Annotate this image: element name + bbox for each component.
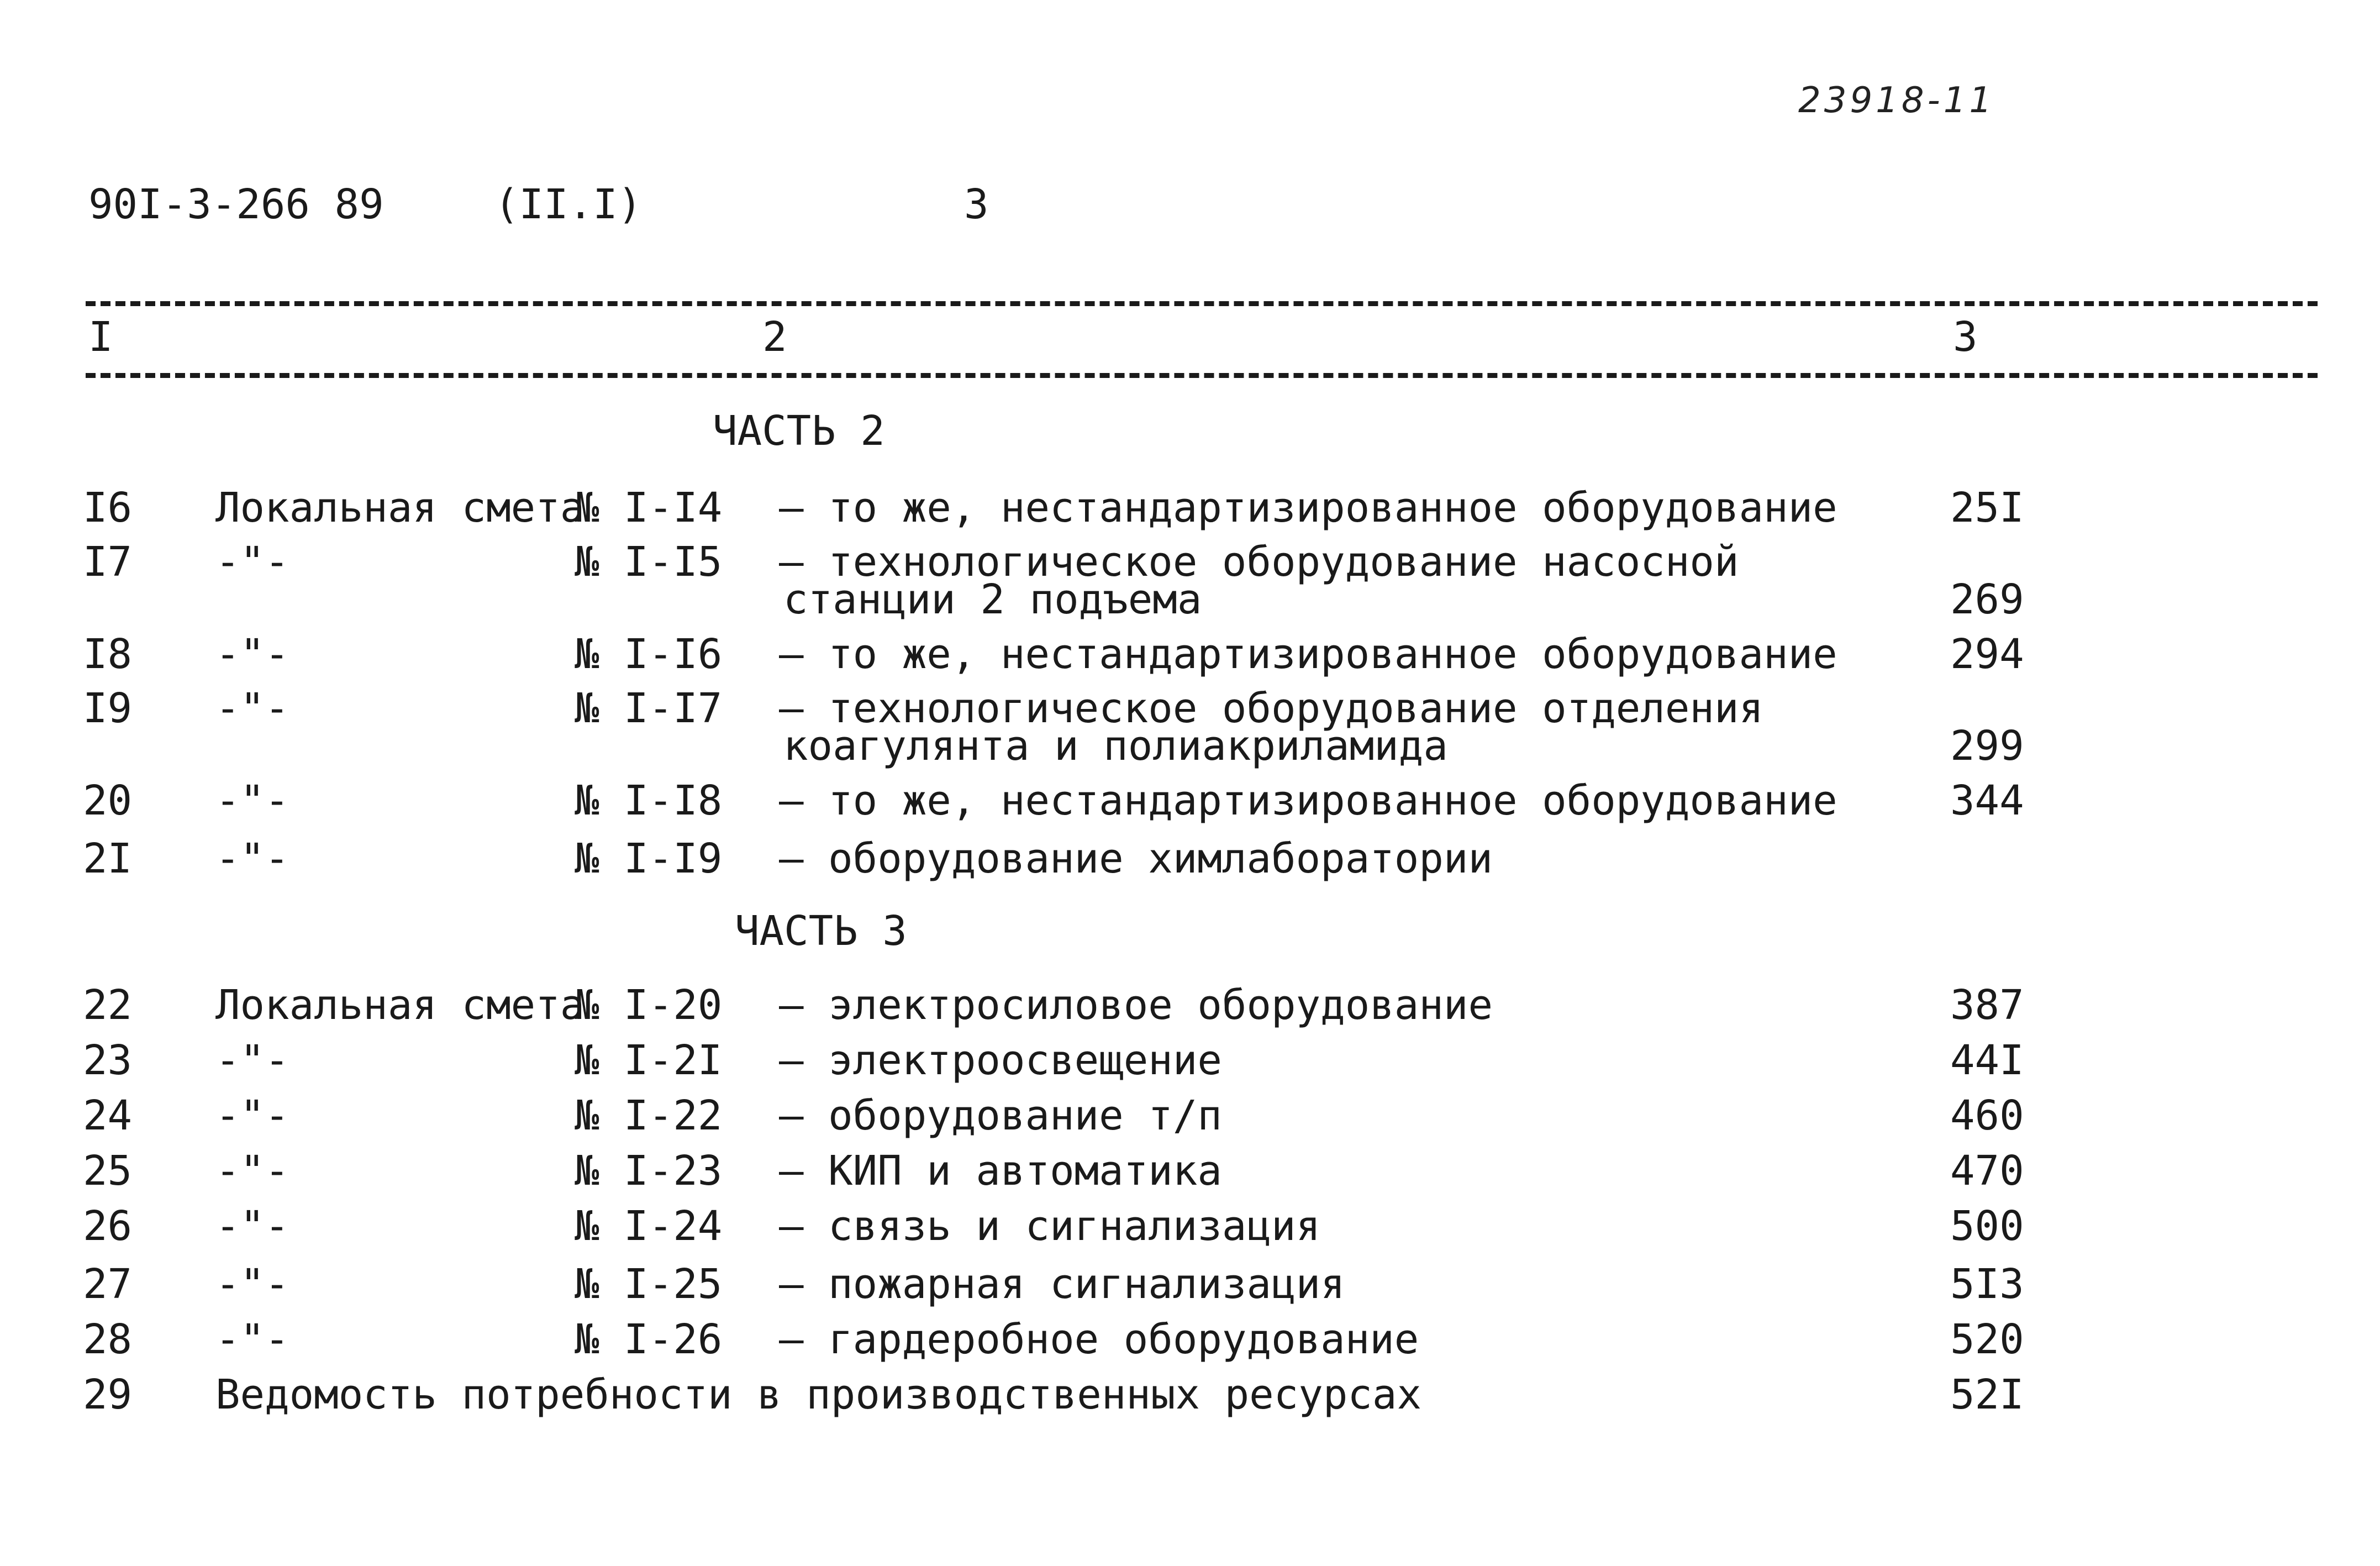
item-number: 2I — [83, 835, 133, 882]
item-number: 28 — [83, 1316, 133, 1363]
item-ref: № I-22 — [575, 1092, 723, 1139]
item-page: 460 — [1950, 1092, 2024, 1139]
item-kind: -"- — [215, 777, 289, 824]
column-header-2: 2 — [762, 313, 787, 361]
column-header-1: I — [88, 313, 113, 361]
item-page: 520 — [1950, 1316, 2024, 1363]
item-ref: № I-I7 — [575, 685, 723, 732]
dashed-rule-top — [86, 301, 2318, 306]
item-page: 25I — [1950, 484, 2024, 532]
item-ref: № I-I5 — [575, 538, 723, 586]
item-ref: № I-I4 — [575, 484, 723, 532]
item-page: 470 — [1950, 1147, 2024, 1195]
part-3-title: ЧАСТЬ 3 — [735, 907, 907, 955]
item-kind: -"- — [215, 1260, 289, 1308]
item-number: I6 — [83, 484, 133, 532]
item-page: 344 — [1950, 777, 2024, 824]
item-number: 22 — [83, 981, 133, 1029]
item-page: 269 — [1950, 576, 2024, 623]
item-description: – оборудование химлаборатории — [779, 835, 1493, 882]
document-section: (II.I) — [494, 181, 643, 228]
item-number: I8 — [83, 630, 133, 678]
item-number: 29 — [83, 1371, 133, 1418]
item-kind: -"- — [215, 1202, 289, 1250]
item-kind: Локальная смета — [215, 981, 585, 1029]
item-ref: № I-2I — [575, 1037, 723, 1084]
item-description: – то же, нестандартизированное оборудование — [779, 630, 1837, 678]
item-number: 25 — [83, 1147, 133, 1195]
item-number: 27 — [83, 1260, 133, 1308]
item-page: 500 — [1950, 1202, 2024, 1250]
item-description: – гардеробное оборудование — [779, 1316, 1419, 1363]
handwritten-mark: 23918-11 — [1798, 80, 1995, 121]
item-kind: Локальная смета — [215, 484, 585, 532]
item-page: 44I — [1950, 1037, 2024, 1084]
item-ref: № I-I9 — [575, 835, 723, 882]
item-kind: -"- — [215, 538, 289, 586]
item-kind: -"- — [215, 1147, 289, 1195]
item-kind: -"- — [215, 685, 289, 732]
item-ref: № I-24 — [575, 1202, 723, 1250]
item-ref: № I-25 — [575, 1260, 723, 1308]
item-description: – то же, нестандартизированное оборудование — [779, 484, 1837, 532]
item-description: – оборудование т/п — [779, 1092, 1222, 1139]
item-ref: № I-23 — [575, 1147, 723, 1195]
item-number: 24 — [83, 1092, 133, 1139]
item-description: – технологическое оборудование отделения — [779, 685, 1764, 732]
item-ref: № I-26 — [575, 1316, 723, 1363]
item-kind: -"- — [215, 630, 289, 678]
item-ref: № I-20 — [575, 981, 723, 1029]
item-kind: -"- — [215, 1037, 289, 1084]
item-kind: -"- — [215, 1316, 289, 1363]
item-number: I9 — [83, 685, 133, 732]
column-header-3: 3 — [1953, 313, 1978, 361]
item-kind: -"- — [215, 835, 289, 882]
item-ref: № I-I8 — [575, 777, 723, 824]
item-page: 294 — [1950, 630, 2024, 678]
item-description: – то же, нестандартизированное оборудование — [779, 777, 1837, 824]
item-description: – пожарная сигнализация — [779, 1260, 1345, 1308]
item-description: – связь и сигнализация — [779, 1202, 1321, 1250]
item-description: – КИП и автоматика — [779, 1147, 1222, 1195]
item-description: – электросиловое оборудование — [779, 981, 1493, 1029]
item-page: 5I3 — [1950, 1260, 2024, 1308]
page-number: 3 — [964, 181, 989, 228]
item-description-continued: станции 2 подъема — [783, 576, 1202, 623]
item-description: – технологическое оборудование насосной — [779, 538, 1739, 586]
item-page: 387 — [1950, 981, 2024, 1029]
item-number: 20 — [83, 777, 133, 824]
document-header — [0, 177, 2380, 232]
item-number: 23 — [83, 1037, 133, 1084]
dashed-rule-bottom — [86, 373, 2318, 378]
item-kind: -"- — [215, 1092, 289, 1139]
item-page: 299 — [1950, 722, 2024, 770]
item-description: – электроосвещение — [779, 1037, 1222, 1084]
document-code: 90I-3-266 89 — [88, 181, 384, 228]
part-2-title: ЧАСТЬ 2 — [713, 407, 885, 455]
item-number: I7 — [83, 538, 133, 586]
item-description: Ведомость потребности в производственных ресурсах — [215, 1371, 1422, 1418]
item-ref: № I-I6 — [575, 630, 723, 678]
column-headers — [0, 309, 2380, 365]
item-description-continued: коагулянта и полиакриламида — [783, 722, 1448, 770]
item-page: 52I — [1950, 1371, 2024, 1418]
item-number: 26 — [83, 1202, 133, 1250]
